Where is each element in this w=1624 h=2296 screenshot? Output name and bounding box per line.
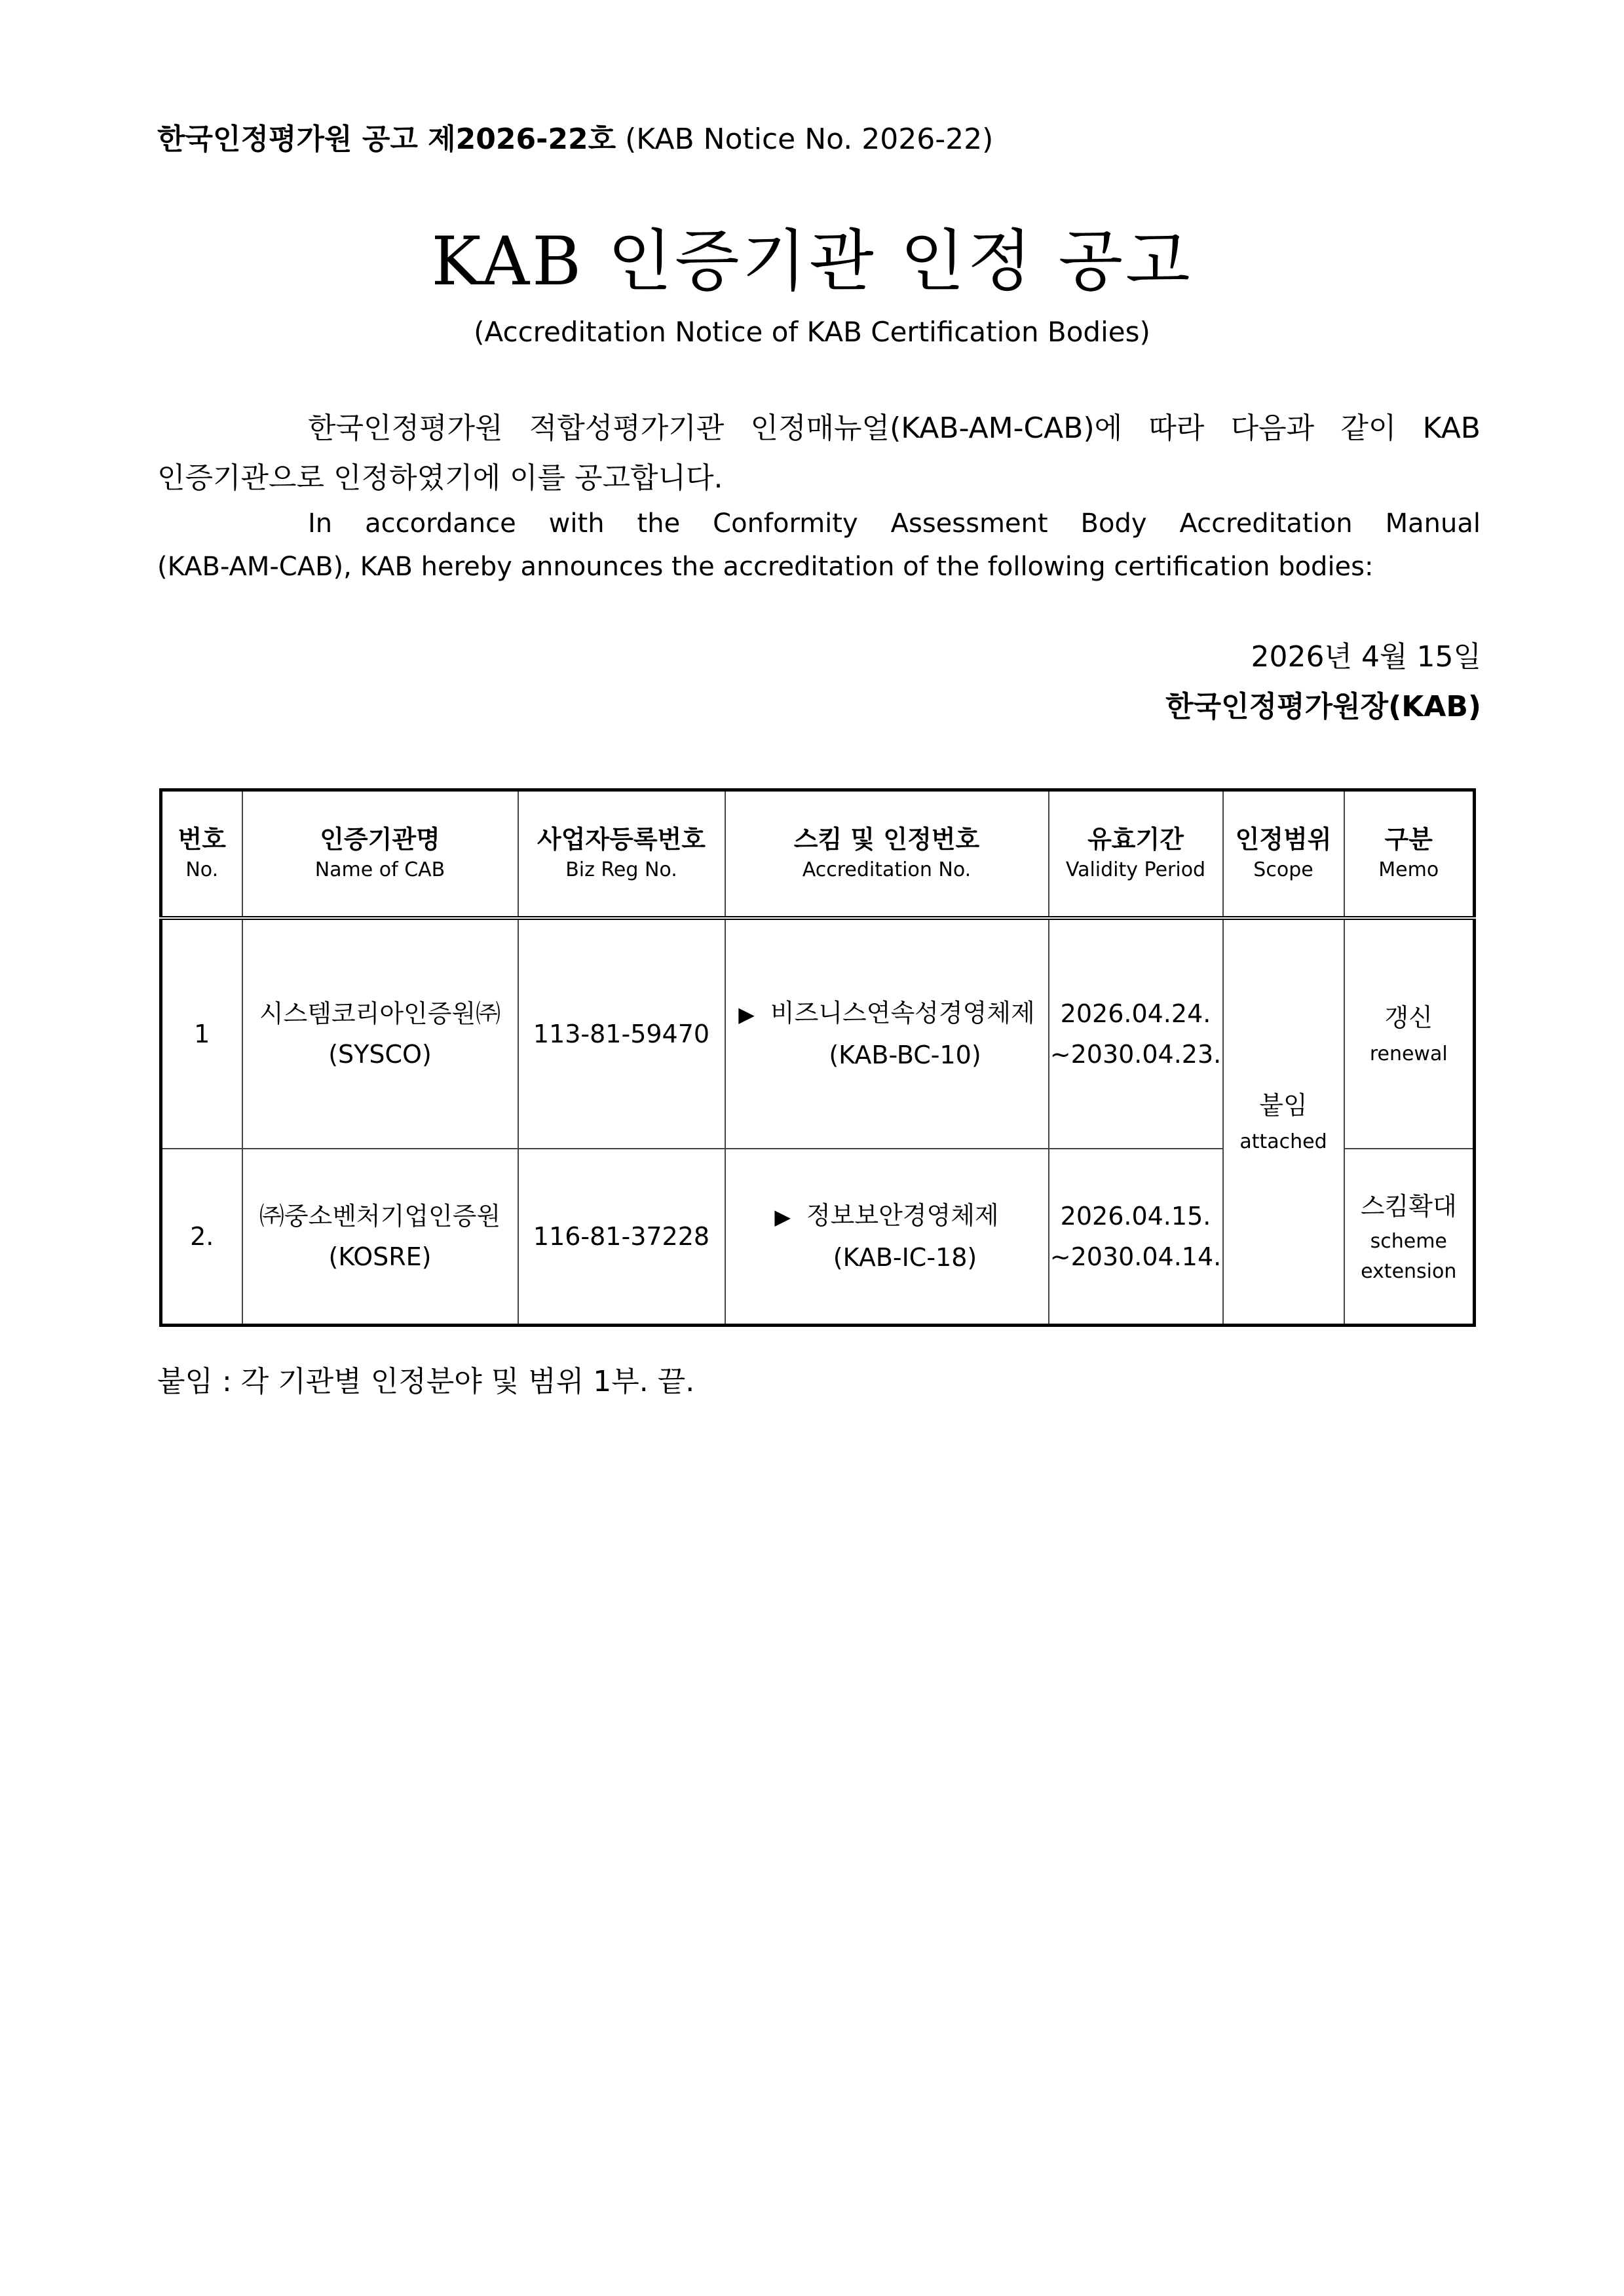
cell-cab-name: ㈜중소벤처기업인증원 (KOSRE): [242, 1149, 518, 1326]
body-english-line-1: In accordance with the Conformity Assessment Body Accreditation Manual: [308, 508, 1481, 539]
body-korean-line-2: 인증기관으로 인정하였기에 이를 공고합니다.: [157, 461, 723, 495]
accreditation-table: [159, 788, 1476, 1327]
header-memo: 구분 Memo: [1344, 790, 1475, 918]
page-subtitle: (Accreditation Notice of KAB Certification Bodies): [474, 316, 1150, 348]
cell-no: 2.: [161, 1149, 242, 1326]
triangle-right-icon: ▶: [774, 1204, 791, 1229]
header-biz-reg-no: 사업자등록번호 Biz Reg No.: [518, 790, 725, 918]
cell-memo: 갱신 renewal: [1344, 918, 1475, 1149]
header-scheme: 스킴 및 인정번호 Accreditation No.: [725, 790, 1049, 918]
cell-validity: 2026.04.24. ~2030.04.23.: [1049, 918, 1223, 1149]
cell-scope: 붙임 attached: [1223, 918, 1344, 1326]
header-scope: 인정범위 Scope: [1223, 790, 1344, 918]
table-row: [161, 918, 1475, 1149]
body-korean-line-1: 한국인정평가원 적합성평가기관 인정매뉴얼(KAB-AM-CAB)에 따라 다음과 같이 KAB: [308, 411, 1481, 445]
cell-memo: 스킴확대 scheme extension: [1344, 1149, 1475, 1326]
cell-scheme: ▶ 정보보안경영체제 (KAB-IC-18): [725, 1149, 1049, 1326]
body-english: [157, 502, 1481, 588]
triangle-right-icon: ▶: [738, 1001, 755, 1027]
body-korean: [157, 404, 1481, 503]
header-cab-name: 인증기관명 Name of CAB: [242, 790, 518, 918]
header-validity: 유효기간 Validity Period: [1049, 790, 1223, 918]
attachment-note: 붙임 : 각 기관별 인정분야 및 범위 1부. 끝.: [157, 1365, 695, 1398]
cell-cab-name: 시스템코리아인증원㈜ (SYSCO): [242, 918, 518, 1149]
notice-number-english: (KAB Notice No. 2026-22): [625, 123, 994, 156]
body-english-line-2: (KAB-AM-CAB), KAB hereby announces the accreditation of the following certification bodies:: [157, 552, 1374, 582]
cell-validity: 2026.04.15. ~2030.04.14.: [1049, 1149, 1223, 1326]
issuer-name: 한국인정평가원장(KAB): [1165, 690, 1481, 723]
page-title: KAB 인증기관 인정 공고: [431, 223, 1193, 301]
notice-date: 2026년 4월 15일: [1251, 640, 1481, 674]
cell-scheme: ▶ 비즈니스연속성경영체제 (KAB-BC-10): [725, 918, 1049, 1149]
cell-biz-reg-no: 113-81-59470: [518, 918, 725, 1149]
notice-number: [157, 115, 993, 157]
cell-no: 1: [161, 918, 242, 1149]
cell-biz-reg-no: 116-81-37228: [518, 1149, 725, 1326]
table-header-row: [161, 790, 1475, 918]
header-no: 번호 No.: [161, 790, 242, 918]
notice-number-korean: 한국인정평가원 공고 제2026-22호: [157, 123, 616, 156]
